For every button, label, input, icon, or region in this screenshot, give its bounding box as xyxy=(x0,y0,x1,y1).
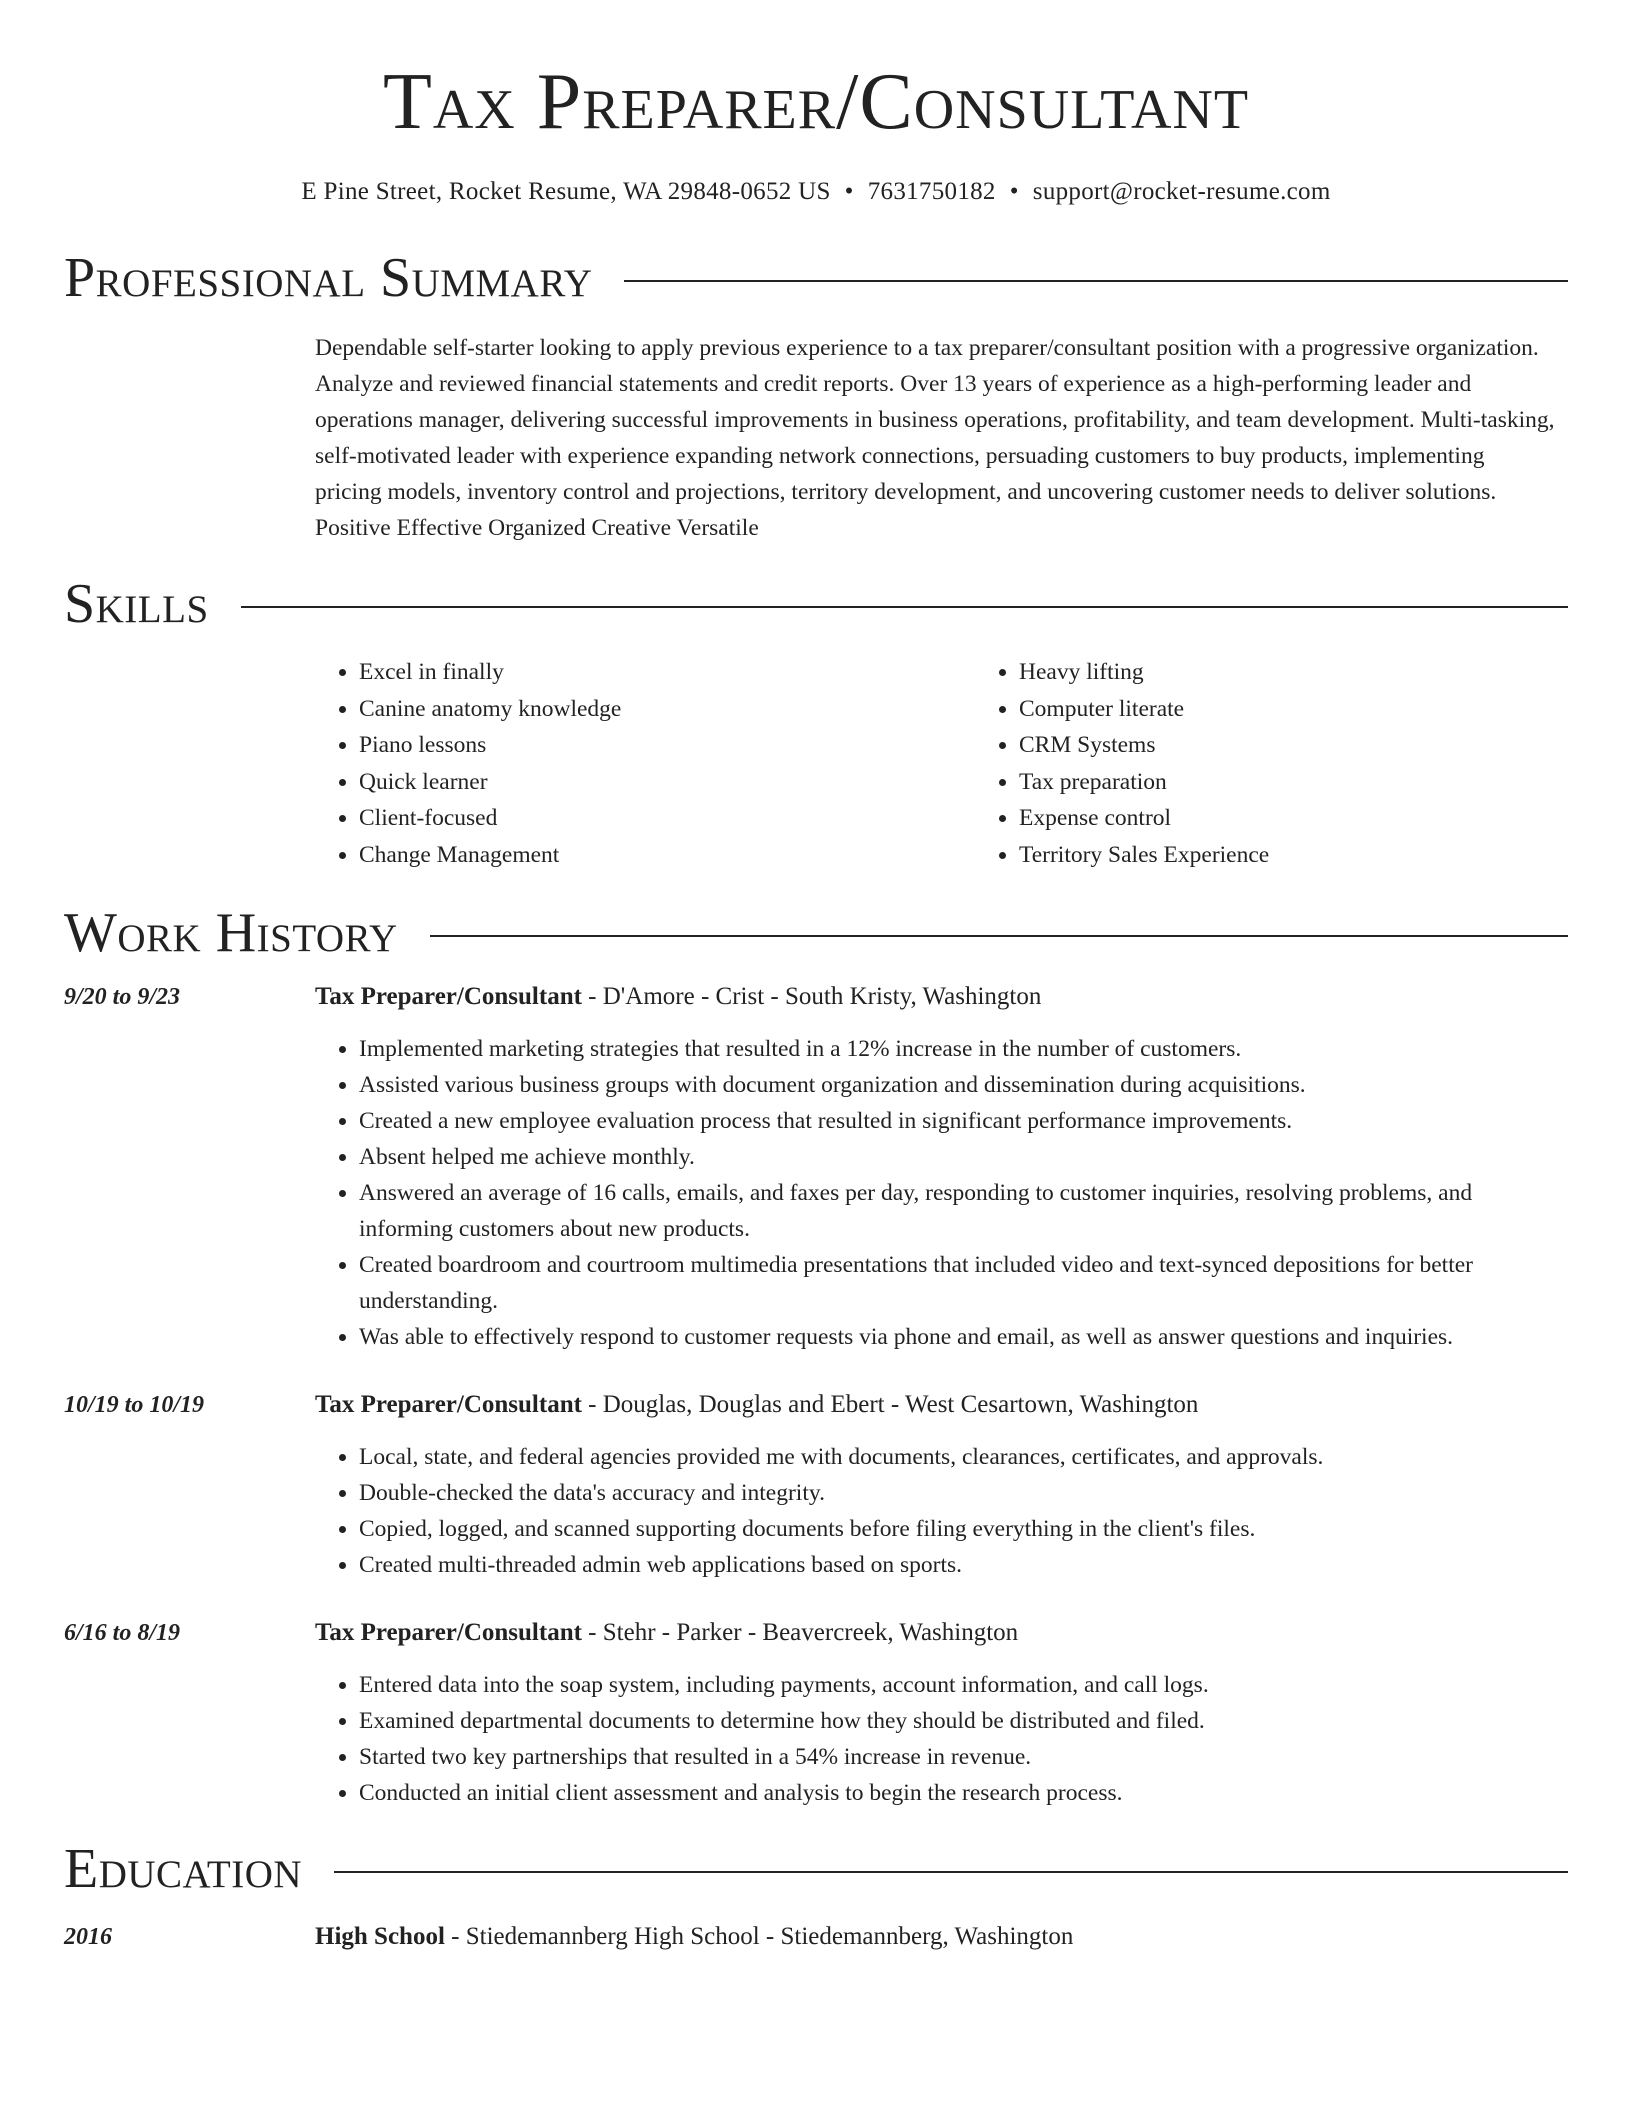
skills-column-left xyxy=(315,654,975,873)
job-entry xyxy=(64,1615,1568,1811)
work-heading: Work History xyxy=(64,902,398,964)
skill-item: • CRM Systems xyxy=(1019,727,1269,764)
section-divider xyxy=(430,935,1568,937)
skill-item: • Quick learner xyxy=(359,764,975,801)
job-bullets xyxy=(315,1439,1568,1583)
summary-text: Dependable self-starter looking to apply previous experience to a tax preparer/consultant position with a progressive organization. Analyze and reviewed financial statements and credit reports. Over 13 years of experience as a high-performing leader and operations manager, delivering successful improvements in business operations, profitability, and team development. Multi-tasking, self-motivated leader with experience expanding network connections, persuading customers to buy products, implementing pricing models, inventory control and projections, territory development, and uncovering customer needs to deliver solutions. Positive Effective Organized Creative Versatile xyxy=(315,335,1555,541)
skill-item: • Territory Sales Experience xyxy=(1019,837,1269,874)
job-bullet: • Created boardroom and courtroom multimedia presentations that included video and text-synced depositions for better understanding. xyxy=(359,1247,1568,1319)
skill-item: • Excel in finally xyxy=(359,654,975,691)
job-bullet: • Local, state, and federal agencies provided me with documents, clearances, certificates, and approvals. xyxy=(359,1439,1568,1475)
job-title-line xyxy=(315,979,1568,1015)
work-section-heading xyxy=(64,902,1568,964)
skill-item: • Computer literate xyxy=(1019,691,1269,728)
education-section-heading xyxy=(64,1838,1568,1900)
job-bullet: • Implemented marketing strategies that resulted in a 12% increase in the number of customers. xyxy=(359,1031,1568,1067)
education-body xyxy=(315,1919,1568,1955)
skills-list xyxy=(315,654,1568,873)
job-title: Tax Preparer/Consultant xyxy=(315,1619,582,1646)
job-employer: - Stehr - Parker - Beavercreek, Washington xyxy=(581,1619,1019,1646)
job-bullets xyxy=(315,1031,1568,1355)
resume-name: Tax Preparer/Consultant xyxy=(382,58,1250,146)
job-body xyxy=(315,1615,1568,1811)
job-title-line xyxy=(315,1387,1568,1423)
job-bullets xyxy=(315,1667,1568,1811)
job-employer: - D'Amore - Crist - South Kristy, Washington xyxy=(581,983,1042,1010)
skill-item: • Canine anatomy knowledge xyxy=(359,691,975,728)
contact-separator: • xyxy=(1009,178,1019,205)
job-dates: 6/16 to 8/19 xyxy=(64,1620,181,1646)
job-bullet: • Double-checked the data's accuracy and integrity. xyxy=(359,1475,1568,1511)
section-divider xyxy=(241,606,1568,608)
job-bullet: • Examined departmental documents to determine how they should be distributed and filed. xyxy=(359,1703,1568,1739)
contact-address: E Pine Street, Rocket Resume, WA 29848-0652 US xyxy=(301,178,831,205)
section-divider xyxy=(624,280,1568,282)
job-body xyxy=(315,979,1568,1355)
skills-section-heading xyxy=(64,573,1568,635)
job-title: Tax Preparer/Consultant xyxy=(315,1391,582,1418)
education-heading: Education xyxy=(64,1838,303,1900)
resume-page xyxy=(64,0,1568,1955)
skill-item: • Change Management xyxy=(359,837,975,874)
job-employer: - Douglas, Douglas and Ebert - West Cesartown, Washington xyxy=(581,1391,1199,1418)
job-bullet: • Absent helped me achieve monthly. xyxy=(359,1139,1568,1175)
skill-item: • Tax preparation xyxy=(1019,764,1269,801)
job-entry xyxy=(64,1387,1568,1583)
job-body xyxy=(315,1387,1568,1583)
job-bullet: • Copied, logged, and scanned supporting documents before filing everything in the client's files. xyxy=(359,1511,1568,1547)
contact-separator: • xyxy=(844,178,854,205)
job-bullet: • Started two key partnerships that resulted in a 54% increase in revenue. xyxy=(359,1739,1568,1775)
contact-line xyxy=(64,178,1568,206)
education-year: 2016 xyxy=(64,1924,112,1950)
education-school: - Stiedemannberg High School - Stiedemannberg, Washington xyxy=(444,1923,1074,1950)
job-dates: 9/20 to 9/23 xyxy=(64,984,181,1010)
skill-item: • Piano lessons xyxy=(359,727,975,764)
job-bullet: • Answered an average of 16 calls, emails, and faxes per day, responding to customer inquiries, resolving problems, and informing customers about new products. xyxy=(359,1175,1568,1247)
skills-heading: Skills xyxy=(64,573,209,635)
contact-email[interactable]: support@rocket-resume.com xyxy=(1032,178,1331,205)
job-bullet: • Conducted an initial client assessment and analysis to begin the research process. xyxy=(359,1775,1568,1811)
education-line xyxy=(315,1919,1568,1955)
section-divider xyxy=(334,1871,1568,1873)
job-bullet: • Was able to effectively respond to customer requests via phone and email, as well as answer questions and inquiries. xyxy=(359,1319,1568,1355)
job-bullet: • Created a new employee evaluation process that resulted in significant performance improvements. xyxy=(359,1103,1568,1139)
summary-section-heading xyxy=(64,247,1568,309)
skill-item: • Heavy lifting xyxy=(1019,654,1269,691)
education-entry xyxy=(64,1919,1568,1955)
job-title-line xyxy=(315,1615,1568,1651)
job-dates: 10/19 to 10/19 xyxy=(64,1392,205,1418)
job-bullet: • Created multi-threaded admin web applications based on sports. xyxy=(359,1547,1568,1583)
education-degree: High School xyxy=(315,1923,445,1950)
contact-phone[interactable]: 7631750182 xyxy=(867,178,996,205)
summary-heading: Professional Summary xyxy=(64,247,593,309)
skills-column-right xyxy=(975,654,1269,873)
skill-item: • Expense control xyxy=(1019,800,1269,837)
skill-item: • Client-focused xyxy=(359,800,975,837)
job-title: Tax Preparer/Consultant xyxy=(315,983,582,1010)
job-bullet: • Entered data into the soap system, including payments, account information, and call logs. xyxy=(359,1667,1568,1703)
job-entry xyxy=(64,979,1568,1355)
job-bullet: • Assisted various business groups with document organization and dissemination during acquisitions. xyxy=(359,1067,1568,1103)
